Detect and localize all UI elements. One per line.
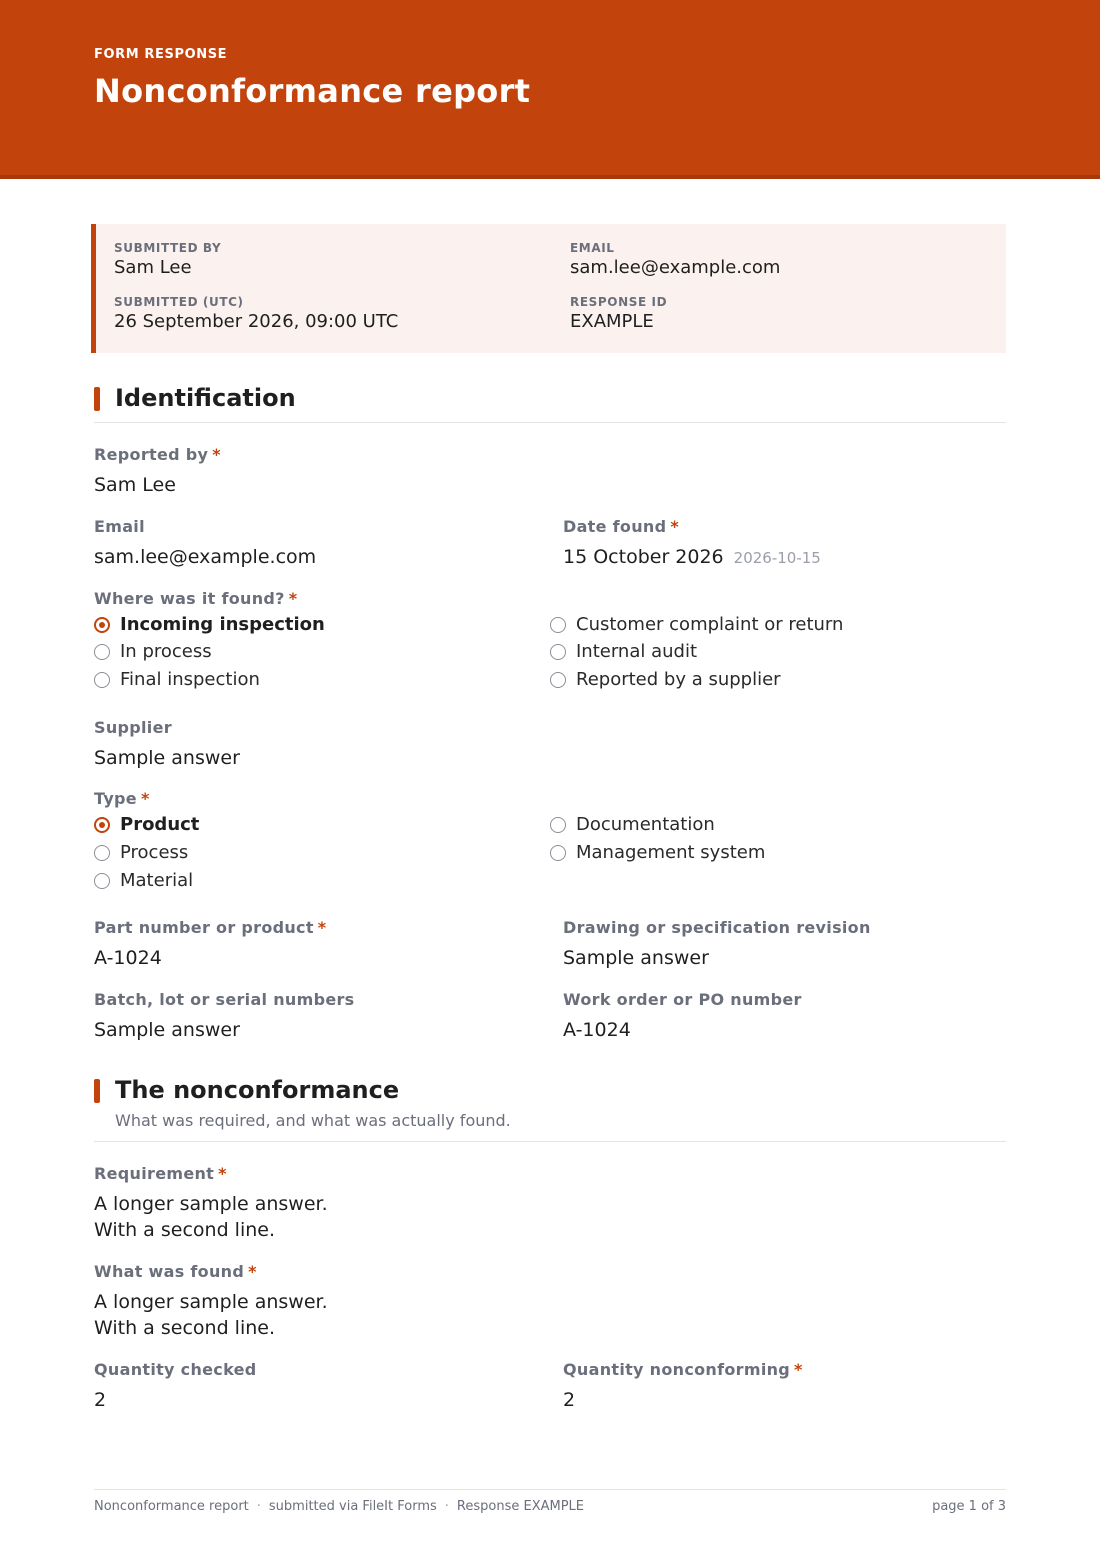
radio-option[interactable]: Material [94, 870, 193, 891]
section-heading: The nonconformance [115, 1076, 400, 1104]
field-date-found: Date found * 15 October 2026 2026-10-15 [563, 517, 821, 568]
radio-option[interactable]: Customer complaint or return [550, 614, 843, 635]
radio-checked-icon [94, 617, 110, 633]
section-identification [94, 384, 1006, 424]
radio-empty-icon [550, 817, 566, 833]
section-accent-bar [94, 1079, 100, 1103]
field-supplier: Supplier Sample answer [94, 718, 240, 769]
radio-option[interactable]: Process [94, 842, 188, 863]
radio-empty-icon [94, 672, 110, 688]
section-heading: Identification [115, 384, 296, 412]
page-footer [94, 1489, 1006, 1514]
radio-option[interactable]: Product [94, 814, 199, 835]
radio-checked-icon [94, 817, 110, 833]
section-divider [94, 1141, 1006, 1142]
field-where-found: Where was it found? * [94, 589, 298, 608]
field-email: Email sam.lee@example.com [94, 517, 317, 568]
radio-empty-icon [94, 644, 110, 660]
field-quantity-checked: Quantity checked 2 [94, 1360, 257, 1411]
submission-meta-panel [91, 224, 1006, 353]
field-requirement: Requirement * A longer sample answer. With a second line. [94, 1164, 328, 1241]
radio-empty-icon [550, 845, 566, 861]
footer-info: Nonconformance report · submitted via FileIt Forms · Response EXAMPLE [94, 1499, 584, 1514]
page-title: Nonconformance report [94, 72, 531, 110]
section-subheading: What was required, and what was actually found. [115, 1111, 511, 1130]
radio-option[interactable]: Reported by a supplier [550, 669, 781, 690]
radio-option[interactable]: Internal audit [550, 641, 697, 662]
form-kicker: FORM RESPONSE [94, 47, 228, 62]
field-drawing-revision: Drawing or specification revision Sample answer [563, 918, 871, 969]
radio-option[interactable]: Management system [550, 842, 765, 863]
field-quantity-nonconforming: Quantity nonconforming * 2 [563, 1360, 803, 1411]
field-work-order: Work order or PO number A-1024 [563, 990, 802, 1041]
field-what-was-found: What was found * A longer sample answer. With a second line. [94, 1262, 328, 1339]
radio-empty-icon [550, 672, 566, 688]
section-nonconformance [94, 1076, 1006, 1144]
form-header [0, 0, 1100, 179]
meta-submitted-utc: SUBMITTED (UTC) 26 September 2026, 09:00 UTC [114, 295, 399, 332]
radio-empty-icon [94, 873, 110, 889]
field-reported-by: Reported by * Sam Lee [94, 445, 221, 496]
section-accent-bar [94, 387, 100, 411]
radio-empty-icon [550, 617, 566, 633]
meta-submitted-by: SUBMITTED BY Sam Lee [114, 241, 222, 278]
section-divider [94, 422, 1006, 423]
meta-response-id: RESPONSE ID EXAMPLE [570, 295, 668, 332]
page-number: page 1 of 3 [932, 1499, 1006, 1514]
radio-empty-icon [94, 845, 110, 861]
meta-email: EMAIL sam.lee@example.com [570, 241, 781, 278]
radio-option[interactable]: Final inspection [94, 669, 260, 690]
radio-option[interactable]: In process [94, 641, 212, 662]
field-part-number: Part number or product * A-1024 [94, 918, 327, 969]
field-batch-numbers: Batch, lot or serial numbers Sample answer [94, 990, 355, 1041]
radio-empty-icon [550, 644, 566, 660]
iso-date: 2026-10-15 [733, 549, 821, 567]
radio-option[interactable]: Documentation [550, 814, 715, 835]
field-type: Type * [94, 789, 150, 808]
radio-option[interactable]: Incoming inspection [94, 614, 325, 635]
